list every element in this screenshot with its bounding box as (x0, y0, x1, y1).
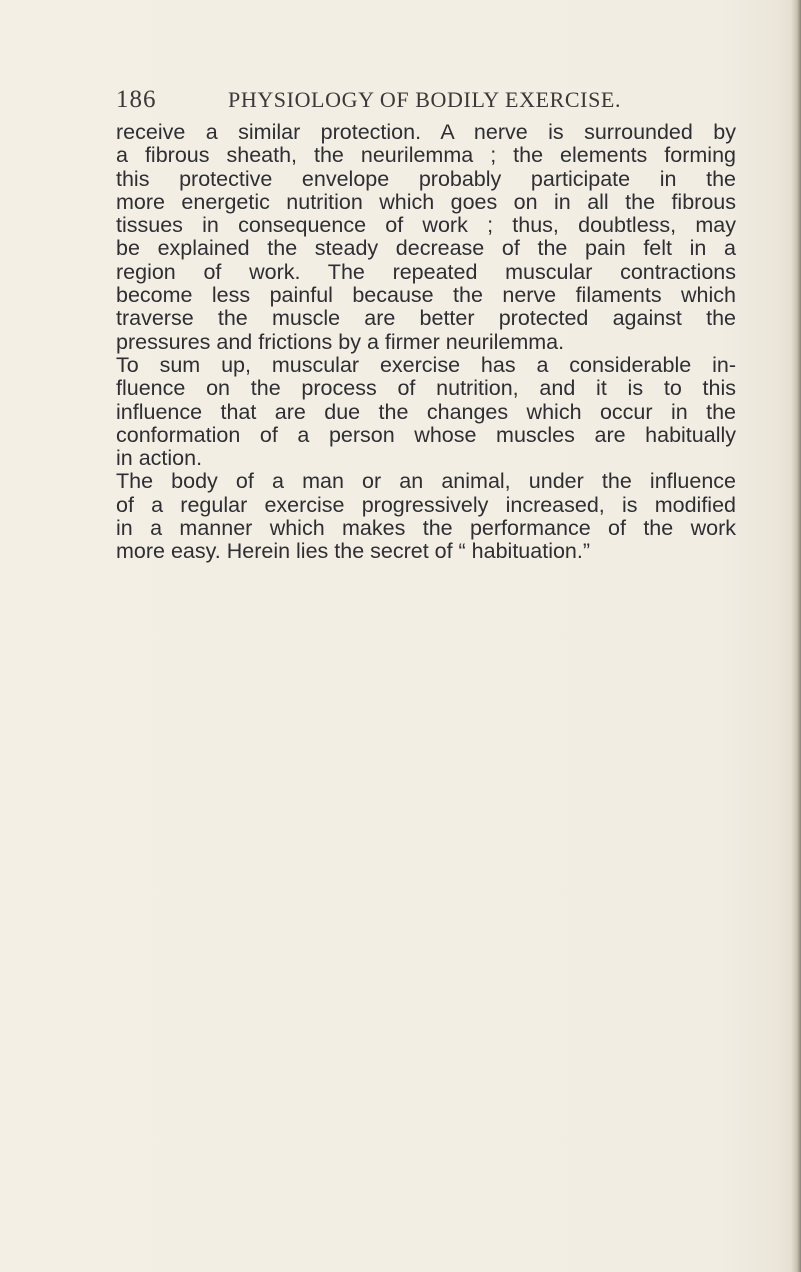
paragraph-end-line: in action. (116, 446, 203, 471)
text-line: The body of a man or an animal, under the influence (116, 469, 736, 494)
text-line: fluence on the process of nutrition, and it is to this (116, 376, 736, 401)
text-line: become less painful because the nerve filaments which (116, 283, 736, 308)
text-line: To sum up, muscular exercise has a considerable in- (116, 352, 736, 377)
body-text (116, 121, 736, 564)
text-line: region of work. The repeated muscular contractions (116, 259, 736, 284)
text-line: tissues in consequence of work ; thus, doubtless, may (116, 213, 736, 238)
text-line: conformation of a person whose muscles are habitually (116, 422, 736, 447)
running-head (116, 86, 736, 116)
text-line: this protective envelope probably participate in the (116, 166, 736, 191)
text-line: a fibrous sheath, the neurilemma ; the elements forming (116, 143, 736, 168)
text-line: receive a similar protection. A nerve is surrounded by (116, 120, 736, 144)
text-line: be explained the steady decrease of the pain felt in a (116, 236, 736, 261)
text-line: more energetic nutrition which goes on in all the fibrous (116, 189, 736, 214)
running-title: PHYSIOLOGY OF BODILY EXERCISE. (228, 87, 622, 112)
text-line: influence that are due the changes which occur in the (116, 399, 736, 424)
page-edge-shadow (791, 0, 801, 1272)
page-number: 186 (116, 86, 157, 113)
text-line: traverse the muscle are better protected against the (116, 306, 736, 331)
paragraph-end-line: more easy. Herein lies the secret of “ habituation.” (116, 539, 591, 564)
text-line: of a regular exercise progressively increased, is modified (116, 492, 736, 517)
text-line: in a manner which makes the performance of the work (116, 516, 736, 541)
paragraph-end-line: pressures and frictions by a firmer neurilemma. (116, 329, 565, 354)
